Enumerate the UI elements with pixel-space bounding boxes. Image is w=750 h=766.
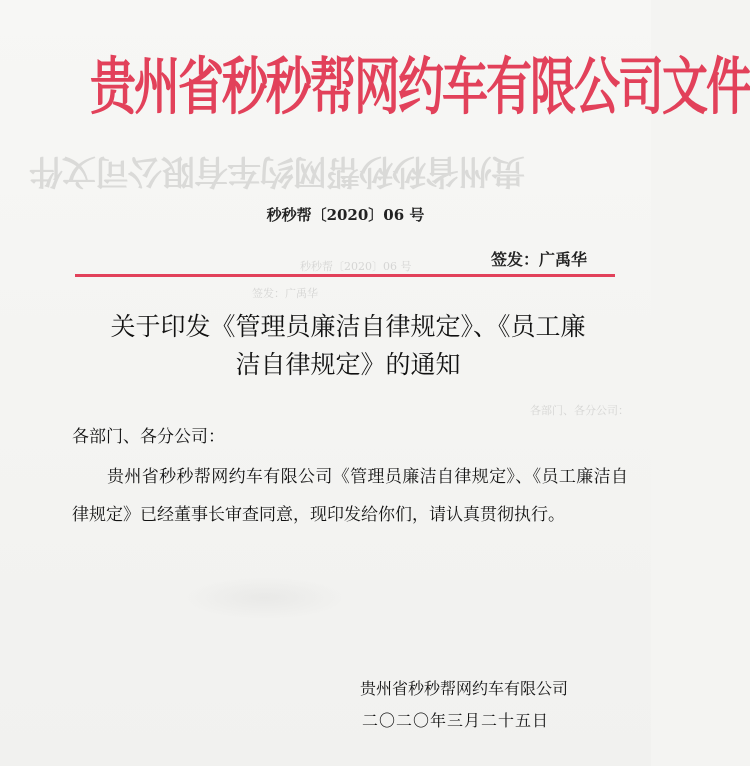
issue-date: 二〇二〇年三月二十五日 xyxy=(361,711,549,730)
signer-label: 签发：广禹华 xyxy=(490,250,587,269)
red-separator-line xyxy=(75,274,615,277)
bleed-through-header: 贵州省秒秒帮网约车有限公司文件 xyxy=(30,151,525,191)
bleed-through-recipient: 各部门、各分公司： xyxy=(530,404,629,417)
issuing-company: 贵州省秒秒帮网约车有限公司 xyxy=(359,679,568,698)
notice-title-line-2: 洁自律规定》的通知 xyxy=(235,350,461,379)
recipient-line: 各部门、各分公司： xyxy=(72,427,225,447)
faint-stamp-mark xyxy=(180,575,350,620)
document-header-title: 贵州省秒秒帮网约车有限公司文件 xyxy=(90,50,750,124)
notice-title xyxy=(68,308,628,384)
document-number xyxy=(0,204,651,225)
bleed-through-signer: 签发：广禹华 xyxy=(252,287,318,300)
bleed-through-doc-number: 秒秒帮〔2020〕06 号 xyxy=(300,260,412,273)
document-number-text: 秒秒帮〔2020〕06 号 xyxy=(266,206,425,224)
notice-title-line-1: 关于印发《管理员廉洁自律规定》、《员工廉 xyxy=(110,312,586,341)
notice-body: 贵州省秒秒帮网约车有限公司《管理员廉洁自律规定》、《员工廉洁自律规定》已经董事长审查同意，现印发给你们，请认真贯彻执行。 xyxy=(72,467,628,525)
